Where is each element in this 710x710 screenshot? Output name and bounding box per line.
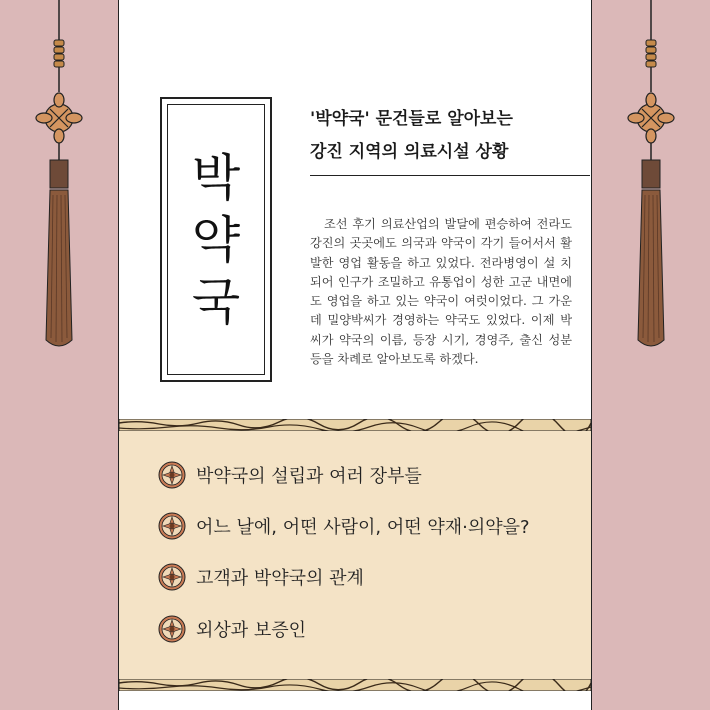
title-char-1: 박 xyxy=(191,148,241,207)
floral-medallion-icon xyxy=(158,615,186,643)
title-char-2: 약 xyxy=(191,210,241,269)
right-side-panel xyxy=(591,0,710,710)
floral-medallion-icon xyxy=(158,563,186,591)
menu-item-2[interactable] xyxy=(158,511,530,541)
intro-paragraph: 조선 후기 의료산업의 발달에 편승하여 전라도 강진의 곳곳에도 의국과 약국이 각기 들어서서 활발한 영업 활동을 하고 있었다. 전라병영이 설 치되어 인구가 조밀하고 유통업이 성한 고군 내면에도 영업을 하고 있는 약국이 여럿이었다. 그 가운데 밀양박씨가 경영하는 약국도 있었다. 이제 박씨가 약국의 이름, 등장 시기, 경영주, 출신 성분 등을 차례로 알아보도록 하겠다. xyxy=(310,217,572,367)
menu-label-1: 박약국의 설립과 여러 장부들 xyxy=(196,466,422,487)
menu-label-2: 어느 날에, 어떤 사람이, 어떤 약재·의약을? xyxy=(196,517,530,538)
title-char-3: 국 xyxy=(191,272,241,331)
subtitle-line-1: '박약국' 문건들로 알아보는 xyxy=(310,109,513,129)
ornamental-band-top xyxy=(119,419,591,431)
menu-item-3[interactable] xyxy=(158,562,364,592)
left-tassel-ornament xyxy=(0,0,118,360)
ornamental-band-bottom xyxy=(119,679,591,691)
title-box xyxy=(160,97,272,382)
right-tassel-ornament xyxy=(592,0,710,360)
subtitle-divider xyxy=(310,175,590,176)
menu-label-4: 외상과 보증인 xyxy=(196,620,307,641)
floral-medallion-icon xyxy=(158,512,186,540)
menu-item-4[interactable] xyxy=(158,614,306,644)
title-inner-frame xyxy=(167,104,265,375)
left-side-panel xyxy=(0,0,119,710)
menu-item-1[interactable] xyxy=(158,460,422,490)
menu-label-3: 고객과 박약국의 관계 xyxy=(196,568,364,589)
floral-medallion-icon xyxy=(158,461,186,489)
subtitle-line-2: 강진 지역의 의료시설 상황 xyxy=(310,142,509,162)
